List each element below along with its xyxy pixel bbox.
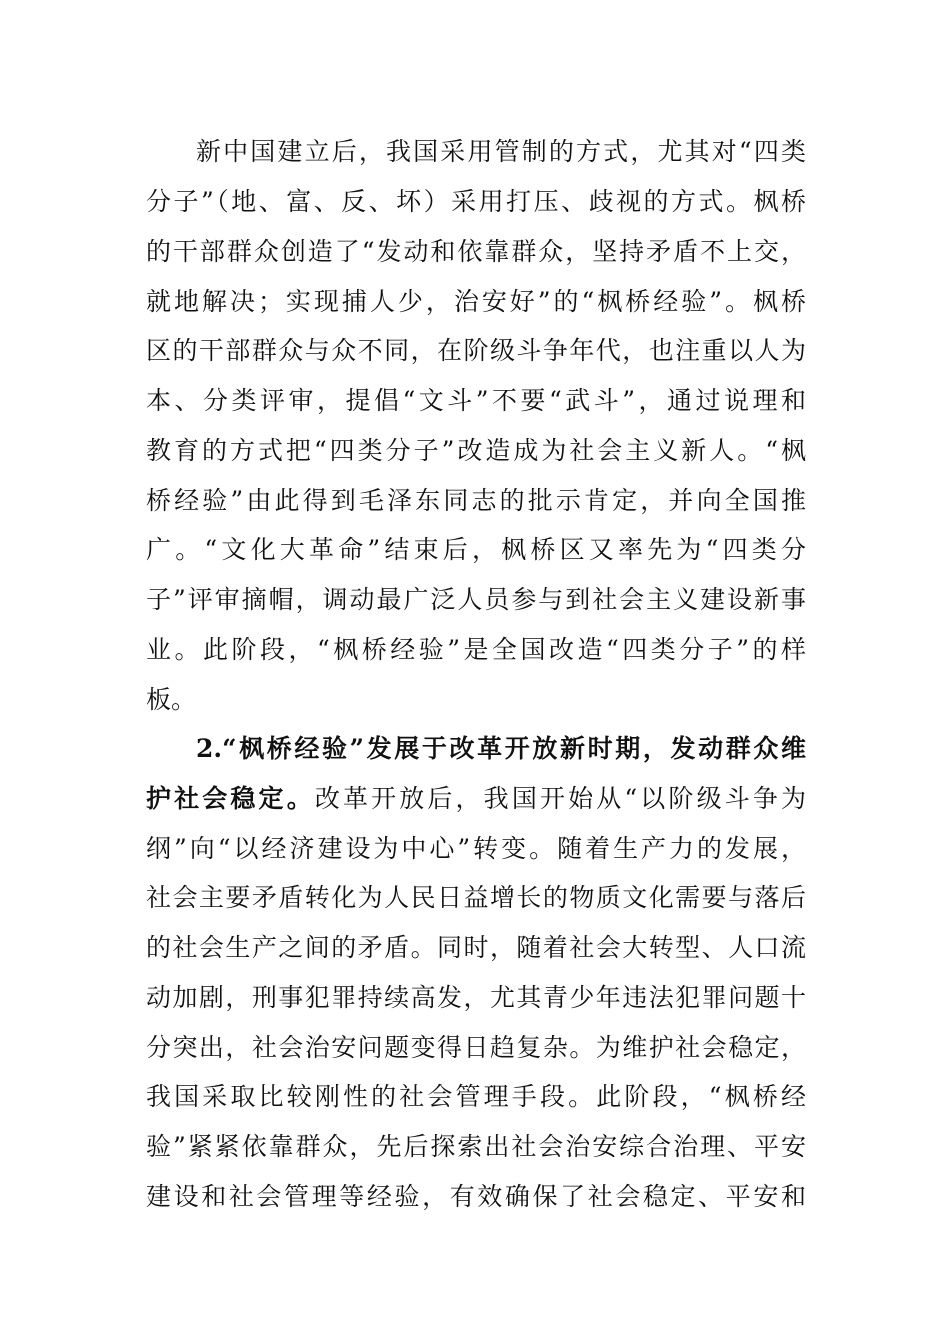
paragraph2-line-7: 我国采取比较刚性的社会管理手段。此阶段，“枫桥经 (146, 1082, 806, 1111)
paragraph1-line-7: 教育的方式把“四类分子”改造成为社会主义新人。“枫 (146, 436, 806, 465)
paragraph2-line-8: 验”紧紧依靠群众，先后探索出社会治安综合治理、平安 (146, 1132, 806, 1161)
paragraph1-line-10: 子”评审摘帽，调动最广泛人员参与到社会主义建设新事 (146, 585, 806, 614)
section-heading-line-1: 2.“枫桥经验”发展于改革开放新时期，发动群众维 (196, 734, 806, 763)
paragraph2-line-9: 建设和社会管理等经验，有效确保了社会稳定、平安和 (146, 1182, 806, 1211)
paragraph2-line-6: 分突出，社会治安问题变得日趋复杂。为维护社会稳定， (146, 1033, 806, 1062)
paragraph1-line-4: 就地解决；实现捕人少，治安好”的“枫桥经验”。枫桥 (146, 287, 806, 316)
paragraph2-line-1 (146, 779, 806, 819)
paragraph2-line-5: 动加剧，刑事犯罪持续高发，尤其青少年违法犯罪问题十 (146, 983, 806, 1012)
section-heading-line-2: 护社会稳定。 (146, 784, 315, 813)
paragraph1-line-8: 桥经验”由此得到毛泽东同志的批示肯定，并向全国推 (146, 486, 806, 515)
paragraph1-line-2: 分子”（地、富、反、坏）采用打压、歧视的方式。枫桥 (146, 187, 806, 216)
paragraph2-line-4: 的社会生产之间的矛盾。同时，随着社会大转型、人口流 (146, 933, 806, 962)
paragraph2-line-1-text: 改革开放后，我国开始从“以阶级斗争为 (314, 784, 806, 813)
paragraph1-line-11: 业。此阶段，“枫桥经验”是全国改造“四类分子”的样 (146, 635, 806, 664)
paragraph2-line-3: 社会主要矛盾转化为人民日益增长的物质文化需要与落后 (146, 883, 806, 912)
paragraph1-line-3: 的干部群众创造了“发动和依靠群众，坚持矛盾不上交， (146, 237, 806, 266)
paragraph1-line-1: 新中国建立后，我国采用管制的方式，尤其对“四类 (196, 137, 806, 166)
paragraph1-line-12: 板。 (146, 685, 197, 714)
paragraph1-line-9: 广。“文化大革命”结束后，枫桥区又率先为“四类分 (146, 535, 806, 564)
paragraph2-line-2: 纲”向“以经济建设为中心”转变。随着生产力的发展， (146, 834, 806, 863)
paragraph1-line-6: 本、分类评审，提倡“文斗”不要“武斗”，通过说理和 (146, 386, 806, 415)
paragraph1-line-5: 区的干部群众与众不同，在阶级斗争年代，也注重以人为 (146, 336, 806, 365)
